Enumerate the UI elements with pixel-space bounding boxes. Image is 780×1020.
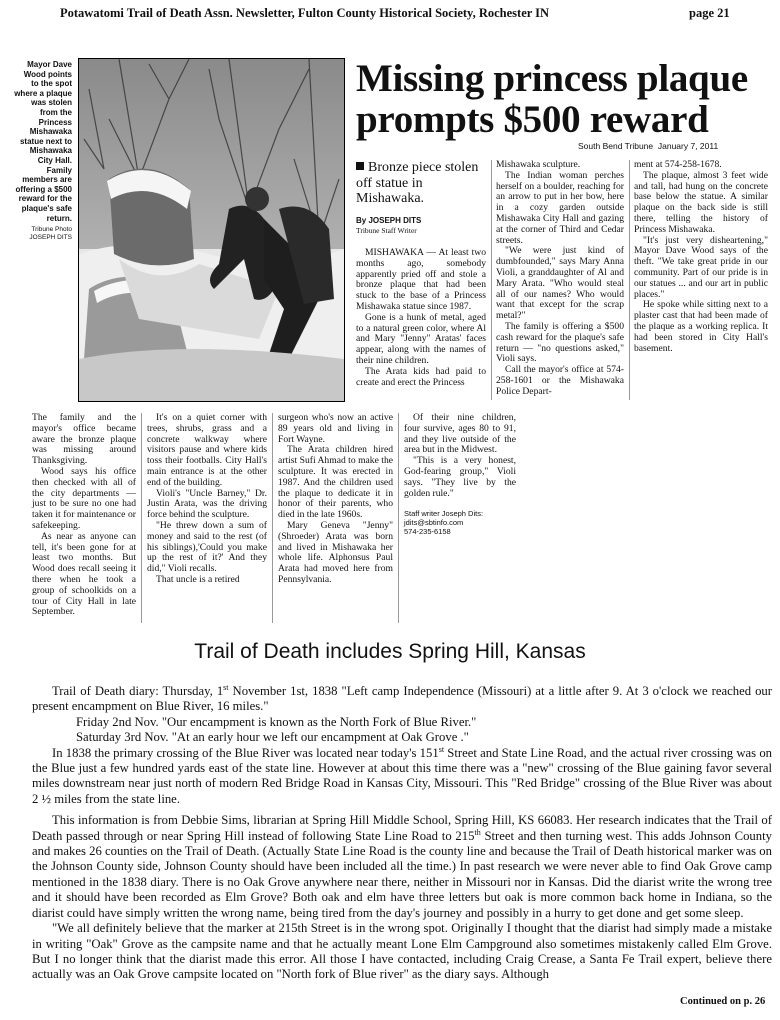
lower-column-4 — [404, 413, 516, 536]
paragraph: MISHAWAKA — At least two months ago, somebody apparently pried off and stole a bronze plaque that had been stuck to the base of a Princess Mishawaka statue since 1987. — [356, 247, 486, 312]
ordinal-suffix: st — [438, 744, 445, 754]
paragraph — [32, 813, 772, 921]
paragraph: Mishawaka sculpture. — [496, 159, 581, 170]
paragraph: Violi's "Uncle Barney," Dr. Justin Arata, was the driving force behind the sculpture. — [147, 487, 267, 521]
lower-column-3 — [278, 413, 393, 586]
caption-text: Mayor Dave Wood points to the spot where a plaque was stolen from the Princess Mishawaka statue next to Mishawaka City Hall. Family members are offering a $500 reward for the plaque's safe return. — [14, 60, 72, 223]
photo-credit: Tribune Photo JOSEPH DITS — [29, 226, 72, 241]
contact-email: jdits@sbtinfo.com — [404, 518, 464, 528]
page-number: page 21 — [689, 6, 730, 20]
byline-name: By JOSEPH DITS — [356, 216, 422, 225]
contact-line: Staff writer Joseph Dits: — [404, 509, 484, 519]
article-column-3 — [634, 160, 768, 354]
bullet-square-icon — [356, 162, 364, 170]
ordinal-suffix: st — [223, 682, 229, 692]
article-column-1 — [356, 248, 486, 388]
text-run: Street and then turning west. This adds Johnson County and makes 26 counties on the Trail of Death. (Actually State Line Road is the county line and because the Trail of Death historical marker was on the Johnson County side, Johnson County should have been included all the time.) In past research we were never able to find Oak Grove camp mentioned in the 1838 diary. There is no Oak Grove anywhere near there, neither in Missouri nor in Kansas. Did the diarist write the wrong tree and it should have been recorded as Elm Grove? Both oak and elm have three letters but oak is more common back home in Indiana, so the diarist could have simply written the wrong name, being tired from the day's journey and possibly in a hurry to get done and get some sleep. — [32, 828, 772, 920]
paragraph: "It's just very disheartening," Mayor Dave Wood says of the theft. "We take great pride in our community. Part of our pride is in our statues ... and our art in public places." — [634, 234, 768, 300]
article-source — [578, 141, 718, 151]
source-name: South Bend Tribune — [578, 141, 654, 151]
snow-statue-photo — [79, 59, 344, 401]
lower-column-1 — [32, 413, 136, 618]
paragraph: Gone is a hunk of metal, aged to a natural green color, where Al and Mary "Jenny" Aratas' faces appear, along with the names of their nine children. — [356, 311, 486, 366]
news-photo — [78, 58, 345, 402]
paragraph: The family and the mayor's office became aware the bronze plaque was missing around Thanksgiving. — [32, 412, 136, 467]
paragraph: Mary Geneva "Jenny" (Shroeder) Arata was born and lived in Mishawaka her whole life. Alphonsus Paul Arata had moved here from Pennsylvania. — [278, 519, 393, 585]
contact-phone: 574-235-6158 — [404, 527, 451, 537]
lower-column-2 — [147, 413, 267, 586]
section-title: Trail of Death includes Spring Hill, Kansas — [194, 640, 586, 663]
staff-contact — [404, 509, 516, 536]
ordinal-suffix: th — [474, 827, 481, 837]
article-deck — [356, 160, 486, 207]
column-divider — [398, 413, 399, 623]
continued-note: Continued on p. 26 — [680, 996, 766, 1007]
paragraph: "He threw down a sum of money and said to the rest (of his siblings),'Could you make up the rest of it?' And they did," Violi recalls. — [147, 519, 267, 575]
source-date: January 7, 2011 — [657, 141, 719, 151]
article-column-2 — [496, 160, 624, 398]
deck-text: Bronze piece stolen off statue in Mishawaka. — [356, 160, 479, 206]
column-divider — [272, 413, 273, 623]
paragraph: surgeon who's now an active 89 years old and living in Fort Wayne. — [278, 412, 393, 445]
paragraph: ment at 574-258-1678. — [634, 159, 722, 170]
column-divider — [491, 160, 492, 400]
diary-entry: November 1st, 1838 "Left camp Independence (Missouri) at a little after 9. At 3 o'clock we reached our present encampment on Blue River, 16 miles." — [32, 684, 772, 714]
paragraph: "This is a very honest, God-fearing group," Violi says. "They live by the golden rule." — [404, 455, 516, 499]
paragraph: The Arata kids had paid to create and erect the Princess — [356, 365, 486, 388]
paragraph: Of their nine children, four survive, ages 80 to 91, and they live outside of the area but in the Midwest. — [404, 412, 516, 456]
paragraph — [32, 746, 772, 808]
paragraph: Call the mayor's office at 574-258-1601 or the Mishawaka Police Depart- — [496, 364, 624, 397]
paragraph — [32, 684, 772, 715]
trail-article — [32, 684, 772, 983]
paragraph: "We all definitely believe that the marker at 215th Street is in the wrong spot. Originally I thought that the diarist had simply made a mistake in writing "Oak" Grove as the campsite name and that he actually meant Lone Elm Campground also sometimes mistakenly called Elm Grove. But I no longer think that the diarist made this error. All those I have contacted, including Craig Crease, a Santa Fe Trail expert, believe there actually was an Oak Grove campsite located on "North fork of Blue river" as the diary says. Although — [32, 921, 772, 982]
paragraph: As near as anyone can tell, it's been gone for at least two months. But Wood does recall seeing it there when he took a group of schoolkids on a tour of City Hall in late September. — [32, 530, 136, 618]
paragraph: It's on a quiet corner with trees, shrubs, grass and a concrete walkway where visitors pause and where kids toss their footballs. City Hall's main entrance is at the other end of the building. — [147, 412, 267, 488]
paragraph: That uncle is a retired — [156, 573, 240, 585]
article-headline: Missing princess plaque prompts $500 reward — [356, 57, 748, 141]
paragraph: The family is offering a $500 cash reward for the plaque's safe return — "no questions asked," Violi says. — [496, 320, 624, 365]
text-run: In 1838 the primary crossing of the Blue River was located near today's 151 — [52, 745, 439, 760]
byline-role: Tribune Staff Writer — [356, 226, 417, 235]
paragraph: The Arata children hired artist Sufi Ahmad to make the sculpture. It was erected in 1987. And the children used the plaque to dedicate it in honor of their parents, who died in the late 1960s. — [278, 444, 393, 521]
paragraph: Friday 2nd Nov. "Our encampment is known as the North Fork of Blue River." — [76, 714, 477, 729]
paragraph: Saturday 3rd Nov. "At an early hour we left our encampment at Oak Grove ." — [76, 730, 469, 745]
text-run: Street and State Line Road, and the actual river crossing was on the Blue just a few hundred yards east of the state line. However at about this time there was a "new" crossing of the Blue gaining favor several miles downstream near just north of modern Red Bridge Road in Kansas City, Missouri. This "Red Bridge" crossing of the Blue River was about 2 ½ miles from the state line. — [32, 745, 773, 806]
paragraph: The plaque, almost 3 feet wide and tall, had hung on the concrete base below the statue. A similar plaque on the back side is still there, telling the history of Princess Mishawaka. — [634, 169, 768, 235]
newsletter-header: Potawatomi Trail of Death Assn. Newsletter, Fulton County Historical Society, Rochester IN — [60, 6, 550, 20]
paragraph: The Indian woman perches herself on a boulder, reaching for an arrow to put in her bow, here in a cozy garden outside Mishawaka City Hall and gazing at the corner of Third and Cedar streets. — [496, 169, 624, 246]
photo-caption — [14, 60, 72, 241]
diary-intro: Trail of Death diary: Thursday, 1 — [52, 684, 224, 698]
paragraph: "We were just kind of dumbfounded," says Mary Anna Violi, a granddaughter of Al and Mary Arata. "Who would steal all of our names? Who would want that except for the scrap metal?" — [496, 245, 624, 322]
column-divider — [629, 160, 630, 400]
column-divider — [141, 413, 142, 623]
text-run: This information is from Debbie Sims, librarian at Spring Hill Middle School, Spring Hill, KS 66083. Her research indicates that the Trail of Death passed through or near Spring Hill instead of following State Line Road to 215 — [32, 813, 772, 843]
paragraph: He spoke while sitting next to a plaster cast that had been made of the plaque as a working replica. It had been stored in City Hall's basement. — [634, 299, 768, 354]
byline — [356, 216, 486, 236]
paragraph: Wood says his office then checked with all of the city departments — just to be sure no one had taken it for maintenance or safekeeping. — [32, 465, 136, 531]
